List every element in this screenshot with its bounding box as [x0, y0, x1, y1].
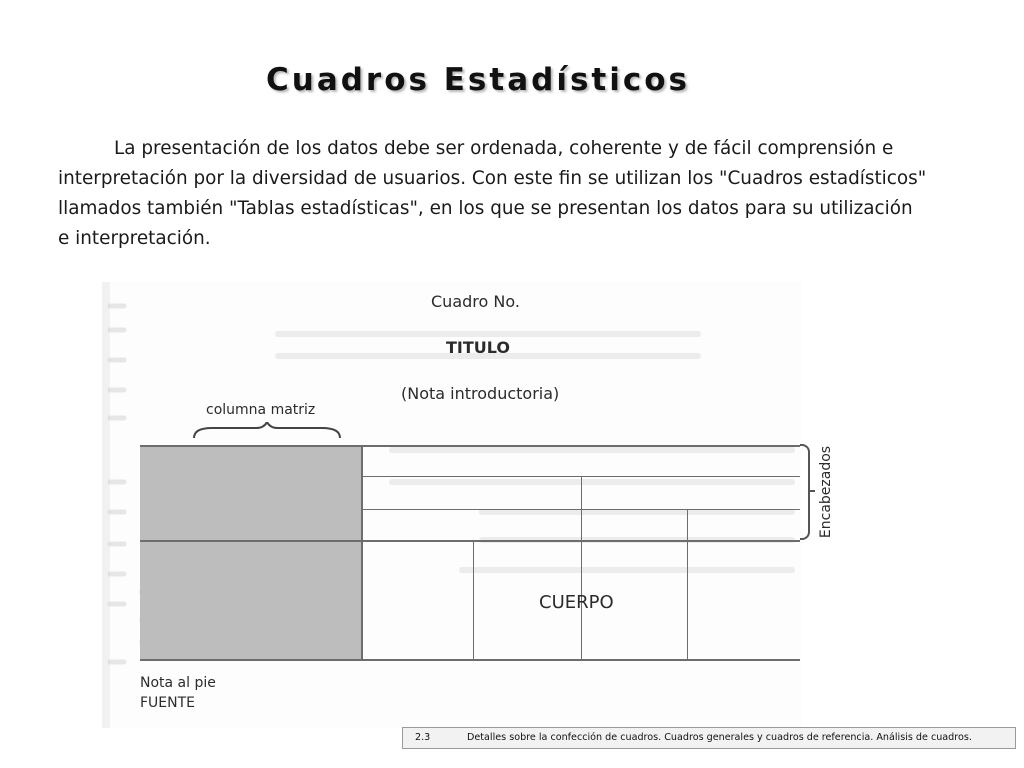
- column-divider: [473, 540, 474, 661]
- titulo-label: TITULO: [446, 338, 510, 357]
- footer-section-number: 2.3: [415, 732, 431, 743]
- section-footer: [402, 727, 1016, 749]
- encabezados-label: Encabezados: [818, 445, 834, 539]
- column-divider: [581, 476, 582, 661]
- paragraph-line: llamados también "Tablas estadísticas", en los que se presentan los datos para su utilización: [58, 198, 913, 219]
- encabezados-brace: [800, 444, 810, 540]
- page-title: Cuadros Estadísticos: [266, 62, 690, 98]
- nota-introductoria-label: (Nota introductoria): [401, 384, 560, 403]
- columna-matriz-label: columna matriz: [206, 402, 316, 418]
- column-divider: [687, 509, 688, 661]
- paragraph-line: La presentación de los datos debe ser ordenada, coherente y de fácil comprensión e: [114, 138, 894, 159]
- header-body-rule: [140, 540, 800, 542]
- cuadro-no-label: Cuadro No.: [431, 292, 520, 311]
- footer-section-text: Detalles sobre la confección de cuadros. Cuadros generales y cuadros de referencia. Análisis de cuadros.: [467, 732, 972, 743]
- fuente-label: FUENTE: [140, 695, 196, 711]
- cuerpo-label: CUERPO: [539, 592, 614, 613]
- columna-matriz-shading: [140, 445, 362, 661]
- columna-matriz-brace: [192, 422, 342, 442]
- table-top-rule: [140, 445, 800, 447]
- paragraph-line: interpretación por la diversidad de usuarios. Con este fin se utilizan los "Cuadros estadísticos": [58, 168, 927, 189]
- scanned-table-figure: [102, 282, 802, 728]
- encabezados-brace-tip: [809, 490, 815, 492]
- intro-paragraph: [58, 134, 948, 254]
- paragraph-line: e interpretación.: [58, 228, 211, 249]
- stub-column-divider: [361, 445, 363, 661]
- nota-al-pie-label: Nota al pie: [140, 675, 216, 691]
- table-bottom-rule: [140, 659, 800, 661]
